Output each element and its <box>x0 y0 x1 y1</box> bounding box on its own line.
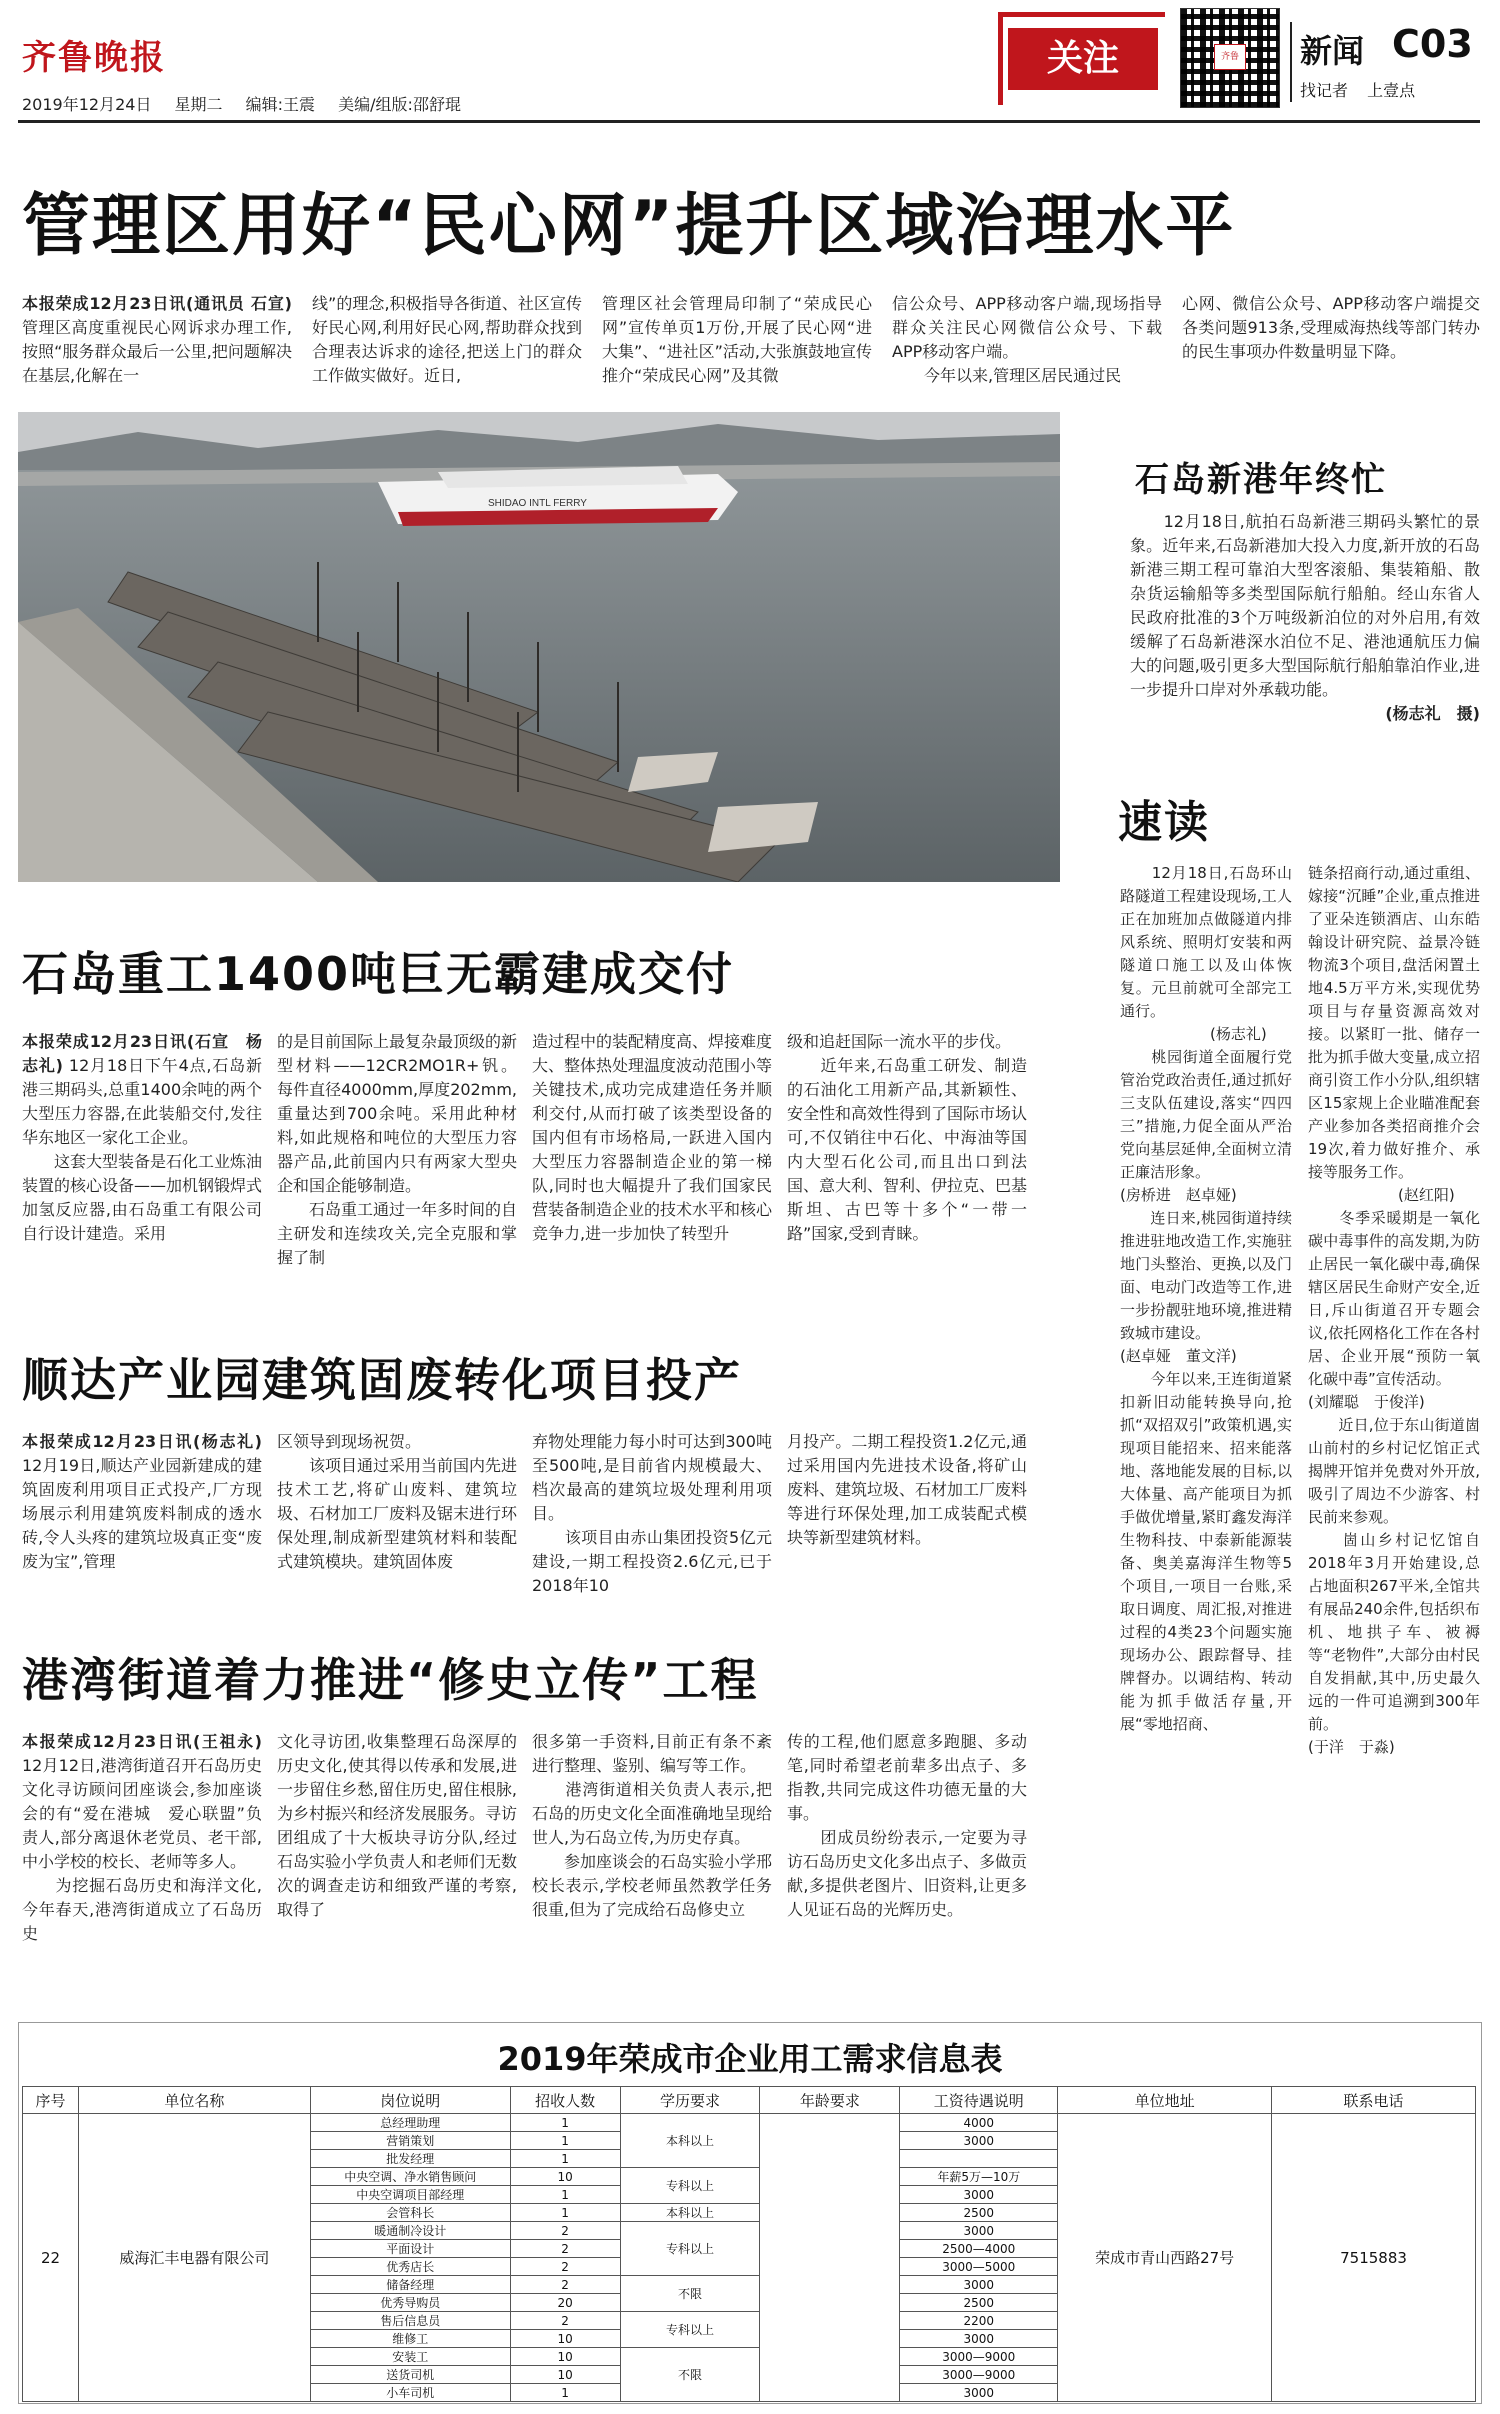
position-cell: 平面设计 <box>310 2240 510 2258</box>
headcount-cell: 1 <box>510 2186 620 2204</box>
article3-col-1: 本报荣成12月23日讯(杨志礼) 12月19日,顺达产业园新建成的建筑固废利用项目正式投产,厂方现场展示利用建筑废料制成的透水砖,令人头疼的建筑垃圾真正变“废废为宝”,管理 <box>22 1432 262 1571</box>
editor-credit: 编辑:王震 <box>245 95 316 114</box>
salary-cell <box>900 2150 1058 2168</box>
article3-headline: 顺达产业园建筑固废转化项目投产 <box>22 1353 742 1407</box>
article2-col-3: 造过程中的装配精度高、焊接难度大、整体热处理温度波动范围小等关键技术,成功完成建造任务并顺利交付,从而打破了该类型设备的国内但有市场格局,一跃进入国内大型压力容器制造企业的第一梯队,同时也大幅提升了我们国家民营装备制造企业的技术水平和核心竞争力,进一步加快了转型升 <box>532 1032 773 1243</box>
article2-col-1: 本报荣成12月23日讯(石宣 杨志礼) 12月18日下午4点,石岛新港三期码头,总重1400余吨的两个大型压力容器,在此装船交付,发往华东地区一家化工企业。 这套大型装备是石化工业炼油装置的核心设备——加机钢锻焊式加氢反应器,由石岛重工有限公司自行设计建造。采用 <box>22 1032 263 1243</box>
newspaper-logo: 齐鲁晚报 <box>22 38 166 78</box>
age-cell <box>760 2114 900 2402</box>
headcount-cell: 10 <box>510 2330 620 2348</box>
headcount-cell: 2 <box>510 2276 620 2294</box>
page-number: C03 <box>1392 22 1473 66</box>
headcount-cell: 10 <box>510 2168 620 2186</box>
position-cell: 优秀导购员 <box>310 2294 510 2312</box>
ferry-name: SHIDAO INTL FERRY <box>488 498 587 509</box>
designer-credit: 美编/组版:邵舒琨 <box>338 95 461 114</box>
education-cell: 不限 <box>620 2348 760 2402</box>
position-cell: 总经理助理 <box>310 2114 510 2132</box>
article3-col-2: 区领导到现场祝贺。 该项目通过采用当前国内先进技术工艺,将矿山废料、建筑垃圾、石材加工厂废料及锯末进行环保处理,制成新型建筑材料和装配式建筑模块。建筑固体废 <box>277 1432 518 1571</box>
headcount-cell: 1 <box>510 2132 620 2150</box>
lead-col-4: 信公众号、APP移动客户端,现场指导群众关注民心网微信公众号、下载APP移动客户端。 今年以来,管理区居民通过民 <box>892 294 1162 385</box>
article4-col-4: 传的工程,他们愿意多跑腿、多动笔,同时希望老前辈多出点子、多指教,共同完成这件功德无量的大事。 团成员纷纷表示,一定要为寻访石岛历史文化多出点子、多做贡献,多提供老图片、旧资料,让更多人见证石岛的光辉历史。 <box>787 1732 1028 1919</box>
position-cell: 售后信息员 <box>310 2312 510 2330</box>
education-cell: 专科以上 <box>620 2312 760 2348</box>
salary-cell: 3000 <box>900 2132 1058 2150</box>
photo-story-title: 石岛新港年终忙 <box>1135 460 1387 500</box>
salary-cell: 2500 <box>900 2204 1058 2222</box>
education-cell: 本科以上 <box>620 2114 760 2168</box>
col-header: 招收人数 <box>510 2087 620 2114</box>
company-cell: 威海汇丰电器有限公司 <box>78 2114 310 2402</box>
position-cell: 中央空调项目部经理 <box>310 2186 510 2204</box>
headcount-cell: 2 <box>510 2240 620 2258</box>
lead-col-1: 本报荣成12月23日讯(通讯员 石宣) 管理区高度重视民心网诉求办理工作,按照“服务群众最后一公里,把问题解决在基层,化解在一 <box>22 294 292 385</box>
salary-cell: 3000—9000 <box>900 2366 1058 2384</box>
position-cell: 送货司机 <box>310 2366 510 2384</box>
header-rule <box>18 120 1480 123</box>
position-cell: 维修工 <box>310 2330 510 2348</box>
position-cell: 储备经理 <box>310 2276 510 2294</box>
issue-date: 2019年12月24日 <box>22 95 152 114</box>
salary-cell: 3000 <box>900 2330 1058 2348</box>
section-tag: 关注 <box>1008 28 1158 90</box>
job-table-title: 2019年荣成市企业用工需求信息表 <box>497 2040 1003 2078</box>
headcount-cell: 1 <box>510 2384 620 2402</box>
education-cell: 不限 <box>620 2276 760 2312</box>
salary-cell: 3000 <box>900 2186 1058 2204</box>
seq-cell: 22 <box>23 2114 79 2402</box>
salary-cell: 3000—9000 <box>900 2348 1058 2366</box>
headcount-cell: 10 <box>510 2366 620 2384</box>
col-header: 学历要求 <box>620 2087 760 2114</box>
position-cell: 会管科长 <box>310 2204 510 2222</box>
col-header: 工资待遇说明 <box>900 2087 1058 2114</box>
photo-byline: (杨志礼 摄) <box>1385 704 1480 723</box>
headcount-cell: 20 <box>510 2294 620 2312</box>
education-cell: 专科以上 <box>620 2168 760 2204</box>
section-sub-2: 上壹点 <box>1367 81 1416 100</box>
position-cell: 优秀店长 <box>310 2258 510 2276</box>
salary-cell: 2500 <box>900 2294 1058 2312</box>
headcount-cell: 2 <box>510 2222 620 2240</box>
position-cell: 中央空调、净水销售顾问 <box>310 2168 510 2186</box>
address-cell: 荣成市青山西路27号 <box>1058 2114 1272 2402</box>
article4-col-1: 本报荣成12月23日讯(王祖永) 12月12日,港湾街道召开石岛历史文化寻访顾问团座谈会,参加座谈会的有“爱在港城 爱心联盟”负责人,部分离退休老党员、老干部,中小学校的校长、老师等多人。 为挖掘石岛历史和海洋文化,今年春天,港湾街道成立了石岛历史 <box>22 1732 262 1943</box>
salary-cell: 3000 <box>900 2384 1058 2402</box>
job-table <box>22 2086 1476 2402</box>
col-header: 单位名称 <box>78 2087 310 2114</box>
salary-cell: 2200 <box>900 2312 1058 2330</box>
position-cell: 批发经理 <box>310 2150 510 2168</box>
main-headline: 管理区用好“民心网”提升区域治理水平 <box>22 187 1236 266</box>
article2-col-4: 级和追赶国际一流水平的步伐。 近年来,石岛重工研发、制造的石油化工用新产品,其新颖性、安全性和高效性得到了国际市场认可,不仅销往中石化、中海油等国内大型石化公司,而且出口到法国、意大利、智利、伊拉克、巴基斯坦、古巴等十多个“一带一路”国家,受到青睐。 <box>787 1032 1028 1243</box>
headcount-cell: 1 <box>510 2114 620 2132</box>
article2-headline: 石岛重工1400吨巨无霸建成交付 <box>22 947 735 1001</box>
article3-col-3: 弃物处理能力每小时可达到300吨至500吨,是目前省内规模最大、档次最高的建筑垃圾处理利用项目。 该项目由赤山集团投资5亿元建设,一期工程投资2.6亿元,已于2018年10 <box>532 1432 772 1595</box>
table-row <box>23 2114 1476 2132</box>
education-cell: 本科以上 <box>620 2204 760 2222</box>
brief-col-1: 12月18日,石岛环山路隧道工程建设现场,工人正在加班加点做隧道内排风系统、照明灯安装和两隧道口施工以及山体恢复。元旦前就可全部完工通行。 (杨志礼) 桃园街道全面履行党管治党政治责任,通过抓好三支队伍建设,落实“四四三”措施,力促全面从严治党向基层延伸,全面树立清正廉洁形象。 (房桥进 赵卓娅) 连日来,桃园街道持续推进驻地改造工作,实施驻地门头整治、更换,以及门面、电动门改造等工作,进一步扮靓驻地环境,推进精致城市建设。 (赵卓娅 董文洋) 今年以来,王连街道紧扣新旧动能转换导向,抢抓“双招双引”政策机遇,实现项目能招来、招来能落地、落地能发展的目标,以大体量、高产能项目为抓手做优增量,紧盯鑫发海洋生物科技、中泰新能源装备、奥美嘉海洋生物等5个项目,一项目一台账,采取日调度、周汇报,对推进过程的4类23个问题实施现场办公、跟踪督导、挂牌督办。以调结构、转动能为抓手做活存量,开展“零地招商、 <box>1120 864 1292 1733</box>
issue-weekday: 星期二 <box>174 95 223 114</box>
position-cell: 安装工 <box>310 2348 510 2366</box>
education-cell: 专科以上 <box>620 2222 760 2276</box>
phone-cell: 7515883 <box>1272 2114 1476 2402</box>
position-cell: 暖通制冷设计 <box>310 2222 510 2240</box>
headcount-cell: 2 <box>510 2258 620 2276</box>
salary-cell: 3000 <box>900 2276 1058 2294</box>
article4-headline: 港湾街道着力推进“修史立传”工程 <box>22 1653 759 1707</box>
article3-col-4: 月投产。二期工程投资1.2亿元,通过采用国内先进技术设备,将矿山废料、建筑垃圾、石材加工厂废料等进行环保处理,加工成装配式模块等新型建筑材料。 <box>787 1432 1028 1547</box>
salary-cell: 年薪5万—10万 <box>900 2168 1058 2186</box>
photo-story-body: 12月18日,航拍石岛新港三期码头繁忙的景象。近年来,石岛新港加大投入力度,新开放的石岛新港三期工程可靠泊大型客滚船、集装箱船、散杂货运输船等多类型国际航行船舶。经山东省人民政府批准的3个万吨级新泊位的对外启用,有效缓解了石岛新港深水泊位不足、港池通航压力偏大的问题,吸引更多大型国际航行船舶靠泊作业,进一步提升口岸对外承载功能。 <box>1130 512 1480 699</box>
salary-cell: 3000—5000 <box>900 2258 1058 2276</box>
article4-col-3: 很多第一手资料,目前正有条不紊进行整理、鉴别、编写等工作。 港湾街道相关负责人表示,把石岛的历史文化全面准确地呈现给世人,为石岛立传,为历史存真。 参加座谈会的石岛实验小学邢校长表示,学校老师虽然教学任务很重,但为了完成给石岛修史立 <box>532 1732 773 1919</box>
port-photo-drawing <box>18 412 1060 882</box>
position-cell: 小车司机 <box>310 2384 510 2402</box>
headcount-cell: 1 <box>510 2150 620 2168</box>
col-header: 联系电话 <box>1272 2087 1476 2114</box>
header-divider <box>1290 22 1292 102</box>
article2-col-2: 的是目前国际上最复杂最顶级的新型材料——12CR2MO1R+钒。每件直径4000mm,厚度202mm,重量达到700余吨。采用此种材料,如此规格和吨位的大型压力容器产品,此前国内只有两家大型央企和国企能够制造。 石岛重工通过一年多时间的自主研发和连续攻关,完全克服和掌握了制 <box>277 1032 518 1267</box>
headcount-cell: 2 <box>510 2312 620 2330</box>
salary-cell: 3000 <box>900 2222 1058 2240</box>
salary-cell: 4000 <box>900 2114 1058 2132</box>
section-subtitle <box>1300 78 1415 101</box>
job-table-header-row <box>23 2087 1476 2114</box>
article4-col-2: 文化寻访团,收集整理石岛深厚的历史文化,使其得以传承和发展,进一步留住乡愁,留住历史,留住根脉,为乡村振兴和经济发展服务。寻访团组成了十大板块寻访分队,经过石岛实验小学负责人和老师们无数次的调查走访和细致严谨的考察,取得了 <box>277 1732 518 1919</box>
lead-col-5: 心网、微信公众号、APP移动客户端提交各类问题913条,受理威海热线等部门转办的民生事项办件数量明显下降。 <box>1182 294 1480 361</box>
col-header: 单位地址 <box>1058 2087 1272 2114</box>
salary-cell: 2500—4000 <box>900 2240 1058 2258</box>
section-sub-1: 找记者 <box>1300 81 1349 100</box>
position-cell: 营销策划 <box>310 2132 510 2150</box>
issue-info <box>22 92 479 115</box>
brief-title: 速读 <box>1118 797 1210 848</box>
headcount-cell: 10 <box>510 2348 620 2366</box>
headcount-cell: 1 <box>510 2204 620 2222</box>
section-name: 新闻 <box>1300 32 1365 70</box>
port-aerial-photo <box>18 412 1060 882</box>
lead-col-2: 线”的理念,积极指导各街道、社区宣传好民心网,利用好民心网,帮助群众找到合理表达诉求的途径,把送上门的群众工作做实做好。近日, <box>312 294 582 385</box>
col-header: 序号 <box>23 2087 79 2114</box>
lead-col-3: 管理区社会管理局印制了“荣成民心网”宣传单页1万份,开展了民心网“进大集”、“进社区”活动,大张旗鼓地宣传推介“荣成民心网”及其微 <box>602 294 872 385</box>
qr-center-logo: 齐鲁 <box>1214 44 1246 70</box>
brief-col-2: 链条招商行动,通过重组、嫁接“沉睡”企业,重点推进了亚朵连锁酒店、山东皓翰设计研究院、益景冷链物流3个项目,盘活闲置土地4.5万平方米,实现优势项目与存量资源高效对接。以紧盯一批、储存一批为抓手做大变量,成立招商引资工作小分队,组织辖区15家规上企业瞄准配套产业参加各类招商推介会19次,着力做好推介、承接等服务工作。 (赵红阳) 冬季采暖期是一氧化碳中毒事件的高发期,为防止居民一氧化碳中毒,确保辖区居民生命财产安全,近日,斥山街道召开专题会议,依托网格化工作在各村居、企业开展“预防一氧化碳中毒”宣传活动。 (刘耀聪 于俊洋) 近日,位于东山街道崮山前村的乡村记忆馆正式揭牌开馆并免费对外开放,吸引了周边不少游客、村民前来参观。 崮山乡村记忆馆自2018年3月开始建设,总占地面积267平米,全馆共有展品240余件,包括织布机、地拱子车、被褥等“老物件”,大部分由村民自发捐献,其中,历史最久远的一件可追溯到300年前。 (于洋 于淼) <box>1308 864 1480 1756</box>
col-header: 岗位说明 <box>310 2087 510 2114</box>
col-header: 年龄要求 <box>760 2087 900 2114</box>
